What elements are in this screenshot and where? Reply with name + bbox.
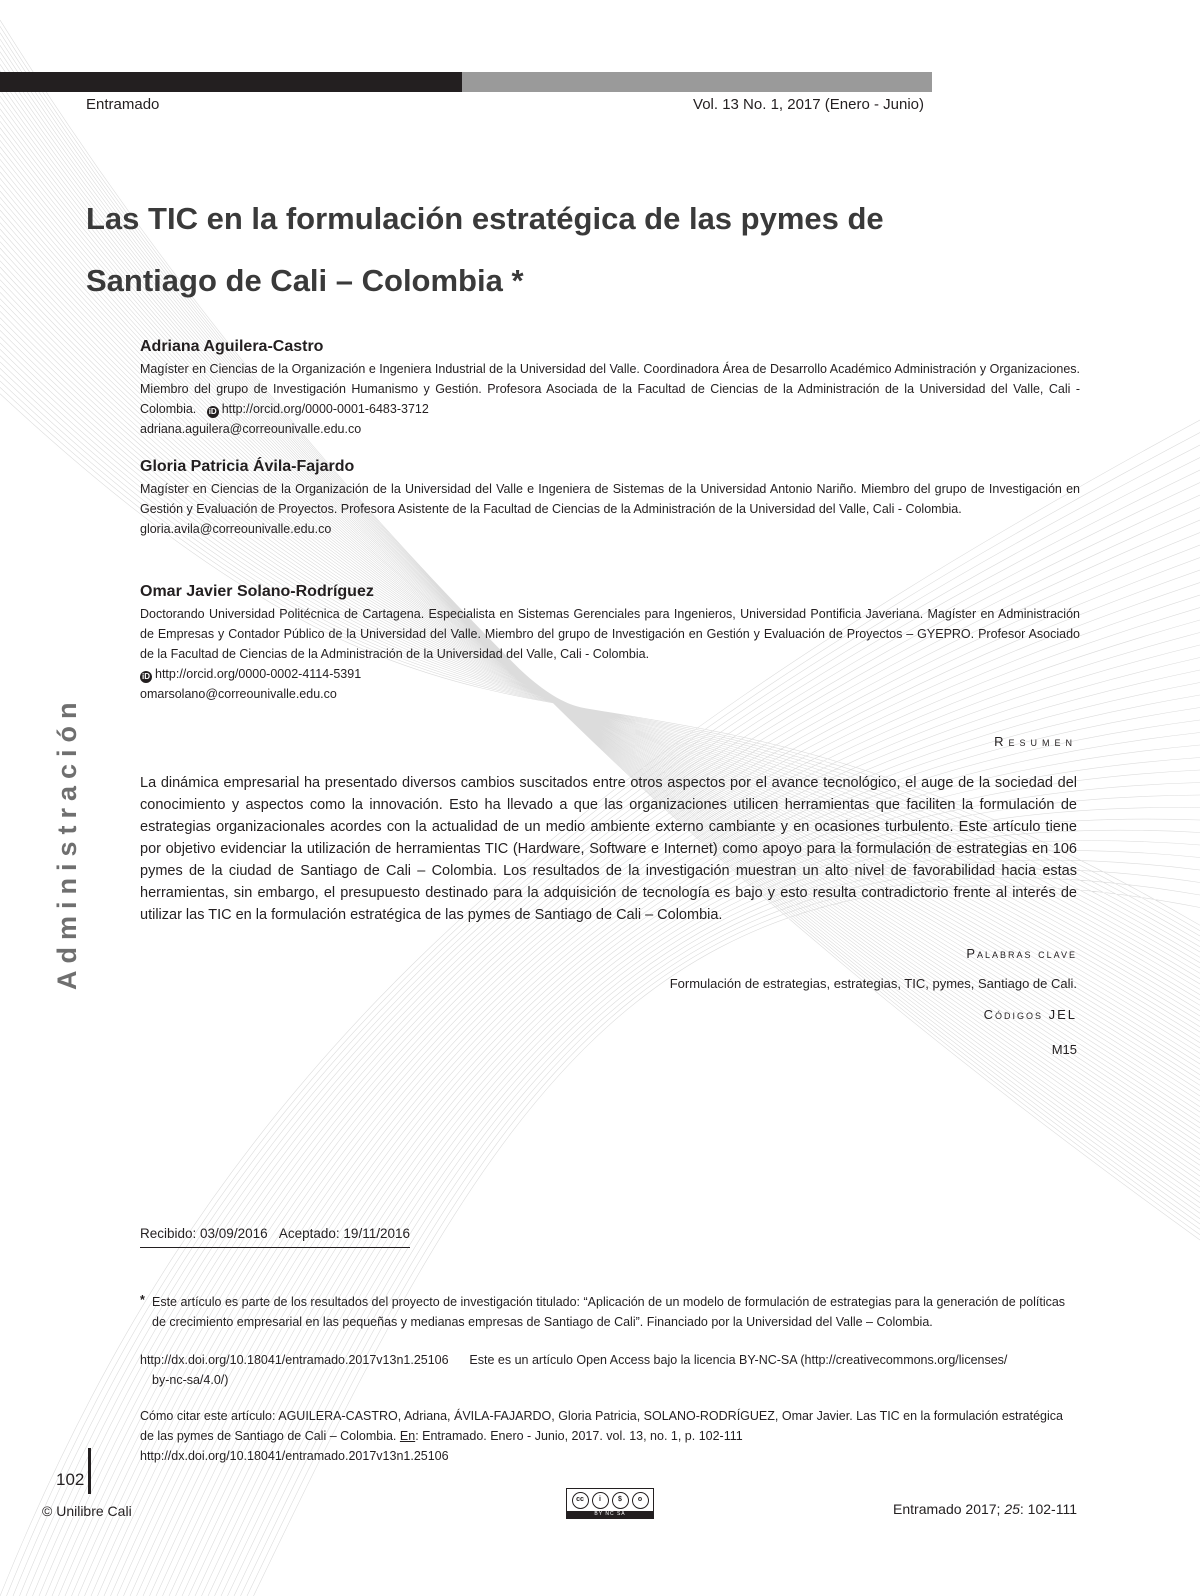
author-description: Doctorando Universidad Politécnica de Cartagena. Especialista en Sistemas Gerenciales para Ingenieros, Universidad Pontificia Javeriana. Magíster en Administración de Empresas y Contador Público de la Universidad del Valle. Miembro del grupo de Investigación en Gestión y Evaluación de Proyectos – GYEPRO. Profesor Asociado de la Facultad de Ciencias de la Administración de la Universidad del Valle, Cali - Colombia. xyxy=(140,607,1080,661)
header-bar-grey xyxy=(462,72,932,92)
citation-text: Cómo citar este artículo: AGUILERA-CASTRO, Adriana, ÁVILA-FAJARDO, Gloria Patricia, SOLANO-RODRÍGUEZ, Omar Javier. Las TIC en la formulación estratégica de las pymes de Santiago de Cali – Colombia. xyxy=(140,1409,1063,1443)
author-email[interactable]: omarsolano@correounivalle.edu.co xyxy=(140,687,337,701)
footer-journal: Entramado 2017; xyxy=(893,1501,1001,1517)
doi-link[interactable]: http://dx.doi.org/10.18041/entramado.2017v13n1.25106 xyxy=(140,1353,449,1367)
footer-pages: : 102-111 xyxy=(1019,1501,1077,1517)
orcid-row xyxy=(140,664,1080,684)
citation-doi[interactable]: http://dx.doi.org/10.18041/entramado.2017v13n1.25106 xyxy=(140,1449,449,1463)
cc-icon: cc xyxy=(572,1492,589,1509)
received-date: Recibido: 03/09/2016 xyxy=(140,1226,268,1241)
author-name: Adriana Aguilera-Castro xyxy=(140,338,324,355)
attribution-icon: i xyxy=(592,1492,609,1509)
noncommercial-icon: $ xyxy=(612,1492,629,1509)
header-bar-dark xyxy=(0,72,462,92)
publisher-copyright: © Unilibre Cali xyxy=(42,1503,132,1519)
page-number: 102 xyxy=(56,1470,85,1489)
cc-license-terms: BY NC SA xyxy=(567,1511,653,1518)
author-description xyxy=(140,359,1080,419)
footnote-marker: * xyxy=(140,1293,145,1307)
article-title xyxy=(86,188,1086,312)
volume-info: Vol. 13 No. 1, 2017 (Enero - Junio) xyxy=(693,96,924,113)
author-description: Magíster en Ciencias de la Organización de la Universidad del Valle e Ingeniera de Sistemas de la Universidad Antonio Nariño. Miembro del grupo de Investigación en Gestión y Evaluación de Proyectos. Profesora Asistente de la Facultad de Ciencias de la Administración de la Universidad del Valle, Cali - Colombia. xyxy=(140,482,1080,516)
license-text: Este es un artículo Open Access bajo la licencia BY-NC-SA (http://creativecommons.org/licenses/ xyxy=(469,1353,1008,1367)
abstract-heading: Resumen xyxy=(994,734,1077,749)
author-block-3 xyxy=(140,583,1080,704)
orcid-icon: iD xyxy=(142,672,150,681)
journal-name: Entramado xyxy=(86,96,160,113)
author-email[interactable]: adriana.aguilera@correounivalle.edu.co xyxy=(140,422,362,436)
section-side-label: Administración xyxy=(52,695,82,990)
sharealike-icon: o xyxy=(632,1492,649,1509)
footer-citation xyxy=(893,1501,1077,1517)
title-line-2: Santiago de Cali – Colombia * xyxy=(86,263,524,298)
citation-en-label: En xyxy=(399,1429,416,1443)
title-line-1: Las TIC en la formulación estratégica de las pymes de xyxy=(86,201,884,236)
jel-heading: Códigos JEL xyxy=(983,1007,1077,1022)
doi-license xyxy=(140,1350,1080,1390)
jel-codes: M15 xyxy=(1051,1042,1077,1057)
author-block-1 xyxy=(140,338,1080,439)
orcid-link[interactable]: http://orcid.org/0000-0002-4114-5391 xyxy=(155,667,362,681)
footer-volume: 25 xyxy=(1004,1501,1020,1517)
license-text-continued: by-nc-sa/4.0/) xyxy=(152,1373,229,1387)
citation-source: : Entramado. Enero - Junio, 2017. vol. 13, no. 1, p. 102-111 xyxy=(415,1429,743,1443)
page-number-bar xyxy=(88,1448,91,1494)
orcid-link[interactable]: http://orcid.org/0000-0001-6483-3712 xyxy=(221,402,429,416)
footnote-text: Este artículo es parte de los resultados del proyecto de investigación titulado: “Aplicación de un modelo de formulación de estrategias para la generación de políticas de crecimiento empresarial en las pequeñas y medianas empresas de Santiago de Cali”. Financiado por la Universidad del Valle – Colombia. xyxy=(152,1295,1066,1329)
author-email[interactable]: gloria.avila@correounivalle.edu.co xyxy=(140,522,332,536)
author-name: Omar Javier Solano-Rodríguez xyxy=(140,583,374,600)
accepted-date: Aceptado: 19/11/2016 xyxy=(278,1226,410,1241)
dates-line xyxy=(140,1226,410,1248)
author-affiliation: Magíster en Ciencias de la Organización e Ingeniera Industrial de la Universidad del Valle. Coordinadora Área de Desarrollo Académico Administración y Organizaciones. Miembro del grupo de Investigación Humanismo y Gestión. Profesora Asociada de la Facultad de Ciencias de la Administración de la Universidad del Valle, Cali - Colombia. xyxy=(140,362,1080,416)
keywords-heading: Palabras clave xyxy=(966,946,1077,961)
keywords-text: Formulación de estrategias, estrategias, TIC, pymes, Santiago de Cali. xyxy=(669,976,1077,991)
footnote xyxy=(140,1292,1080,1332)
creative-commons-badge[interactable] xyxy=(566,1488,654,1519)
abstract-text: La dinámica empresarial ha presentado diversos cambios suscitados entre otros aspectos por el avance tecnológico, el auge de la sociedad del conocimiento y aspectos como la innovación. Esto ha llevado a que las organizaciones utilicen herramientas que faciliten la formulación de estrategias organizacionales acordes con la actualidad de un medio ambiente externo cambiante y en ocasiones turbulento. Este artículo tiene por objetivo evidenciar la utilización de herramientas TIC (Hardware, Software e Internet) como apoyo para la formulación de estrategias en 106 pymes de la ciudad de Santiago de Cali – Colombia. Los resultados de la investigación muestran un alto nivel de favorabilidad hacia estas herramientas, sin embargo, el presupuesto destinado para la adquisición de tecnología es bajo y esto resulta contradictorio frente al interés de utilizar las TIC en la formulación estratégica de las pymes de Santiago de Cali – Colombia. xyxy=(140,775,1077,923)
author-name: Gloria Patricia Ávila-Fajardo xyxy=(140,458,355,475)
citation xyxy=(140,1406,1080,1466)
author-block-2 xyxy=(140,458,1080,539)
orcid-icon: iD xyxy=(208,407,217,416)
